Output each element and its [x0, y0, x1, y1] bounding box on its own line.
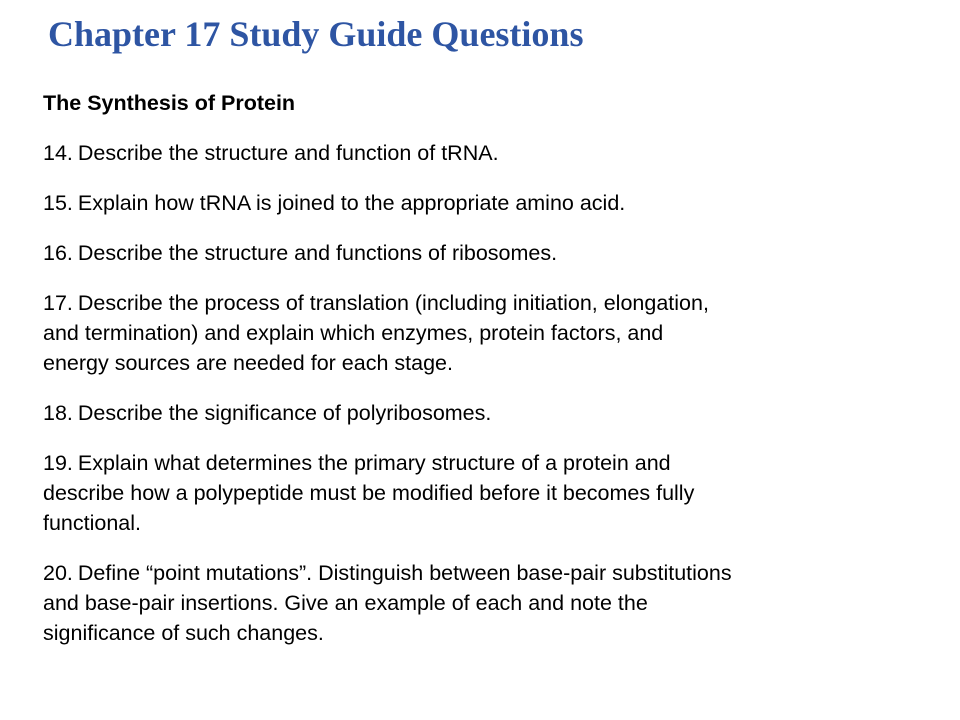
question-line: [43, 238, 923, 268]
question-number: 17.: [43, 291, 73, 315]
question-line: energy sources are needed for each stage.: [43, 351, 453, 375]
question-line: describe how a polypeptide must be modified before it becomes fully: [43, 481, 695, 505]
question-line: [43, 448, 923, 478]
question-number: 19.: [43, 451, 73, 475]
question-20: [43, 558, 923, 648]
question-text: Explain what determines the primary structure of a protein and: [77, 451, 671, 475]
section-heading: The Synthesis of Protein: [43, 91, 296, 115]
question-number: 20.: [43, 561, 73, 585]
question-line: [43, 398, 923, 428]
question-text: Explain how tRNA is joined to the appropriate amino acid.: [77, 191, 626, 215]
question-number: 18.: [43, 401, 73, 425]
question-17: [43, 288, 923, 378]
slide-content: [43, 88, 923, 668]
question-number: 16.: [43, 241, 73, 265]
question-line: significance of such changes.: [43, 621, 324, 645]
question-number: 15.: [43, 191, 73, 215]
question-16: [43, 238, 923, 268]
slide-title: Chapter 17 Study Guide Questions: [48, 14, 584, 54]
question-line: [43, 188, 923, 218]
question-number: 14.: [43, 141, 73, 165]
question-line: and termination) and explain which enzymes, protein factors, and: [43, 321, 664, 345]
question-text: Define “point mutations”. Distinguish between base-pair substitutions: [77, 561, 732, 585]
question-18: [43, 398, 923, 428]
question-text: Describe the structure and function of tRNA.: [77, 141, 499, 165]
question-line: and base-pair insertions. Give an example of each and note the: [43, 591, 648, 615]
question-15: [43, 188, 923, 218]
question-line: functional.: [43, 511, 142, 535]
question-19: [43, 448, 923, 538]
question-14: [43, 138, 923, 168]
question-text: Describe the structure and functions of ribosomes.: [77, 241, 558, 265]
question-text: Describe the significance of polyribosomes.: [77, 401, 492, 425]
question-line: [43, 558, 923, 588]
question-text: Describe the process of translation (including initiation, elongation,: [77, 291, 709, 315]
question-line: [43, 288, 923, 318]
question-line: [43, 138, 923, 168]
